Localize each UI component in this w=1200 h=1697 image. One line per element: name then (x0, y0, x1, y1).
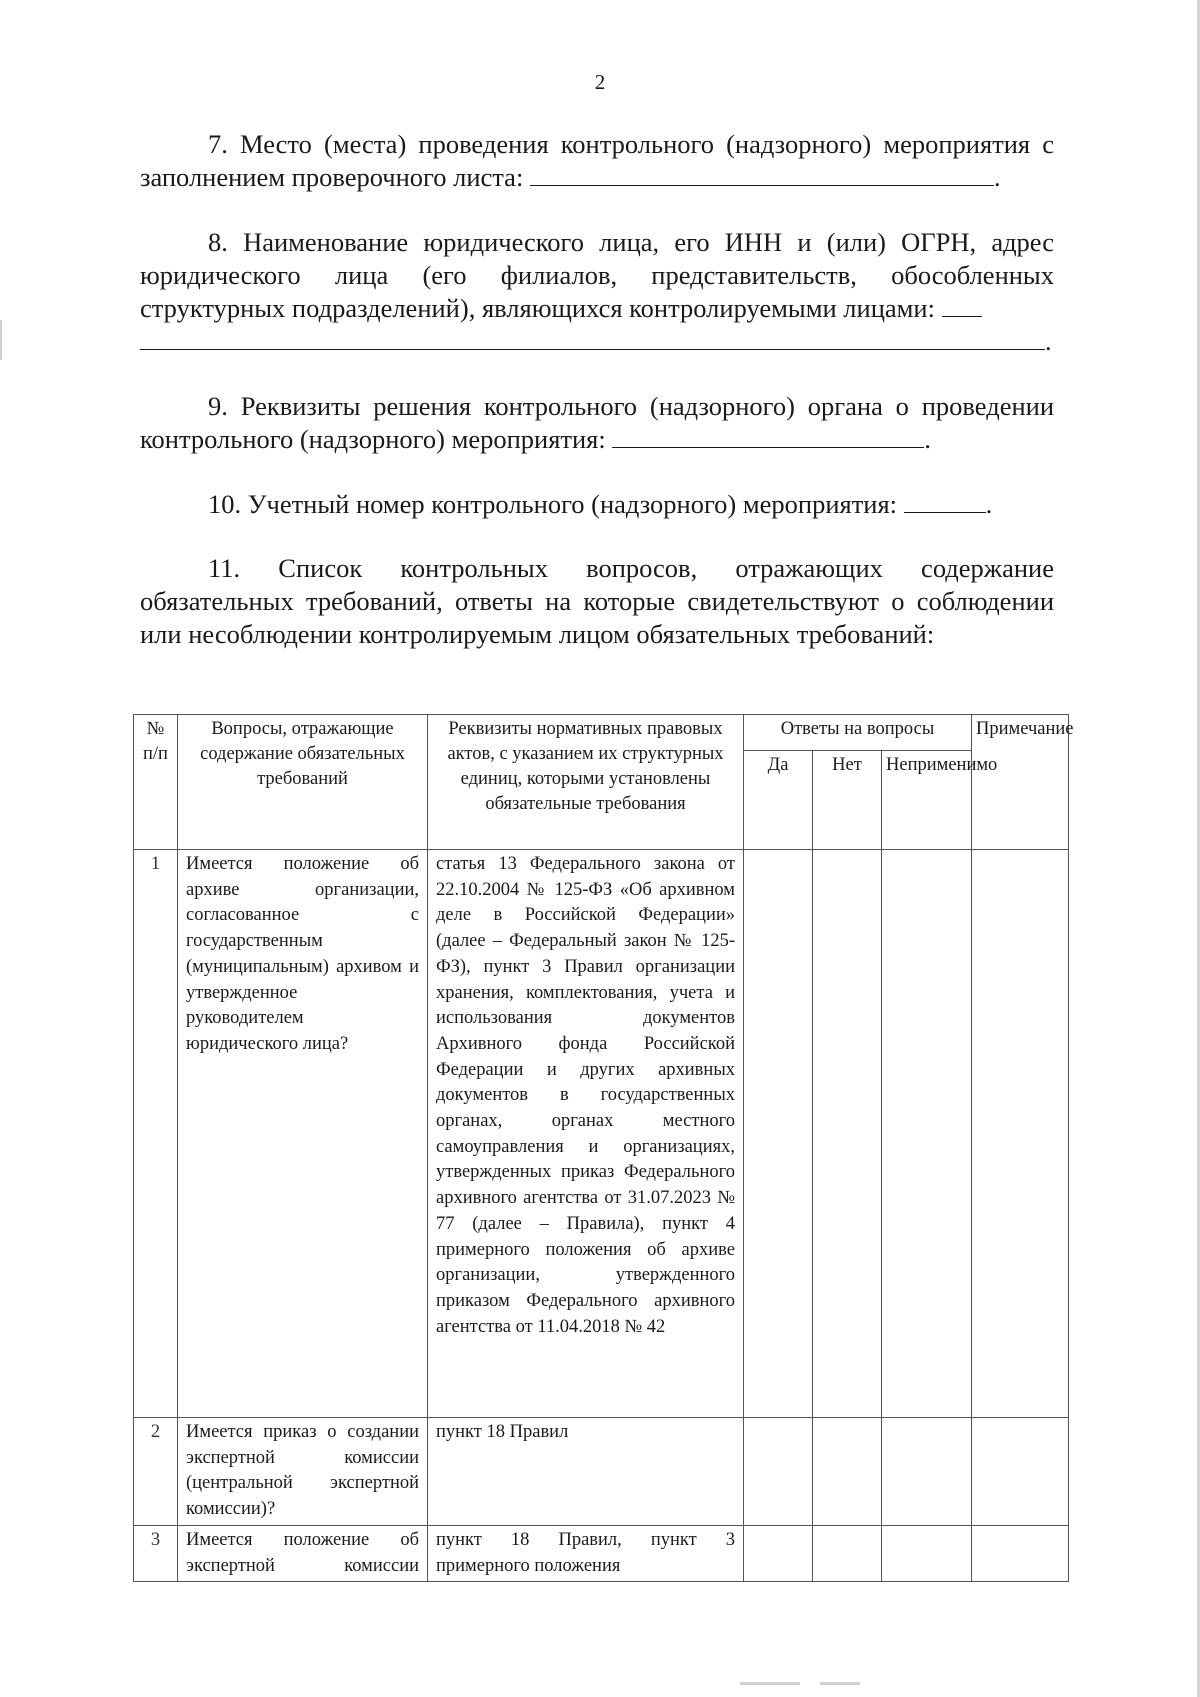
page-edge-mark (0, 320, 2, 360)
note-cell[interactable] (972, 1525, 1069, 1581)
row-question: Имеется положение об архиве организации, согласованное с государственным (муниципальным) архивом и утвержденное руководителем юридического лица? (178, 850, 428, 1418)
answer-na-cell[interactable] (882, 1418, 972, 1526)
note-cell[interactable] (972, 1418, 1069, 1526)
scan-artifact (820, 1682, 860, 1685)
paragraph-11 (140, 552, 1054, 651)
answer-na-cell[interactable] (882, 1525, 972, 1581)
row-question: Имеется приказ о создании экспертной комиссии (центральной экспертной комиссии)? (178, 1418, 428, 1526)
decision-requisites-input-line[interactable] (612, 423, 924, 448)
paragraph-7: 7. Место (места) проведения контрольного (надзорного) мероприятия с заполнением проверочного листа: . (140, 129, 1054, 192)
header-answers: Ответы на вопросы (744, 715, 972, 751)
row-requisites: пункт 18 Правил (428, 1418, 744, 1526)
header-num: № п/п (134, 715, 178, 850)
answer-yes-cell[interactable] (744, 850, 813, 1418)
paragraph-8: 8. Наименование юридического лица, его ИНН и (или) ОГРН, адрес юридического лица (его филиалов, представительств, обособленных структурных подразделений), являющихся контролируемыми лицами: . (140, 227, 1054, 356)
header-no: Нет (813, 751, 882, 850)
paragraph-9: 9. Реквизиты решения контрольного (надзорного) органа о проведении контрольного (надзорного) мероприятия: . (140, 391, 1054, 454)
table-row (134, 850, 1069, 1418)
row-number: 1 (134, 850, 178, 1418)
note-cell[interactable] (972, 850, 1069, 1418)
row-question: Имеется положение об экспертной комиссии (178, 1525, 428, 1581)
paragraph-11-text: 11. Список контрольных вопросов, отражающих содержание обязательных требований, ответы на которые свидетельствуют о соблюдении или несоблюдении контролируемым лицом обязательных требований: (140, 553, 1054, 649)
row-number: 2 (134, 1418, 178, 1526)
registration-number-input-line[interactable] (904, 488, 986, 513)
header-not-applicable: Неприменимо (882, 751, 972, 850)
answer-na-cell[interactable] (882, 850, 972, 1418)
paragraph-9-text: 9. Реквизиты решения контрольного (надзорного) органа о проведении контрольного (надзорного) мероприятия: (140, 391, 1054, 454)
legal-entity-input-line-1[interactable] (942, 292, 982, 317)
paragraph-10-text: 10. Учетный номер контрольного (надзорного) мероприятия: (208, 489, 904, 519)
paragraph-7-text: 7. Место (места) проведения контрольного (надзорного) мероприятия с заполнением проверочного листа: (140, 129, 1054, 192)
header-requisites: Реквизиты нормативных правовых актов, с указанием их структурных единиц, которыми установлены обязательные требования (428, 715, 744, 850)
answer-yes-cell[interactable] (744, 1525, 813, 1581)
answer-no-cell[interactable] (813, 1418, 882, 1526)
place-input-line[interactable] (530, 161, 994, 186)
row-requisites: пункт 18 Правил, пункт 3 примерного положения (428, 1525, 744, 1581)
header-yes: Да (744, 751, 813, 850)
scan-artifact (740, 1682, 800, 1685)
row-requisites: статья 13 Федерального закона от 22.10.2004 № 125-ФЗ «Об архивном деле в Российской Федерации» (далее – Федеральный закон № 125-ФЗ), пункт 3 Правил организации хранения, комплектования, учета и использования документов Архивного фонда Российской Федерации и других архивных документов в государственных органах, органах местного самоуправления и организациях, утвержденных приказ Федерального архивного агентства от 31.07.2023 № 77 (далее – Правила), пункт 4 примерного положения об архиве организации, утвержденного приказом Федерального архивного агентства от 11.04.2018 № 42 (428, 850, 744, 1418)
paragraph-8-text: 8. Наименование юридического лица, его ИНН и (или) ОГРН, адрес юридического лица (его филиалов, представительств, обособленных структурных подразделений), являющихся контролируемыми лицами: (140, 227, 1054, 323)
header-question: Вопросы, отражающие содержание обязательных требований (178, 715, 428, 850)
table-row (134, 1525, 1069, 1581)
answer-no-cell[interactable] (813, 850, 882, 1418)
header-note: Примечание (972, 715, 1069, 850)
table-row (134, 1418, 1069, 1526)
answer-no-cell[interactable] (813, 1525, 882, 1581)
checklist-table (133, 714, 1074, 1582)
row-number: 3 (134, 1525, 178, 1581)
answer-yes-cell[interactable] (744, 1418, 813, 1526)
legal-entity-input-line-2[interactable] (140, 325, 1045, 350)
paragraph-10: 10. Учетный номер контрольного (надзорного) мероприятия: . (208, 489, 993, 519)
page-number: 2 (594, 70, 606, 94)
